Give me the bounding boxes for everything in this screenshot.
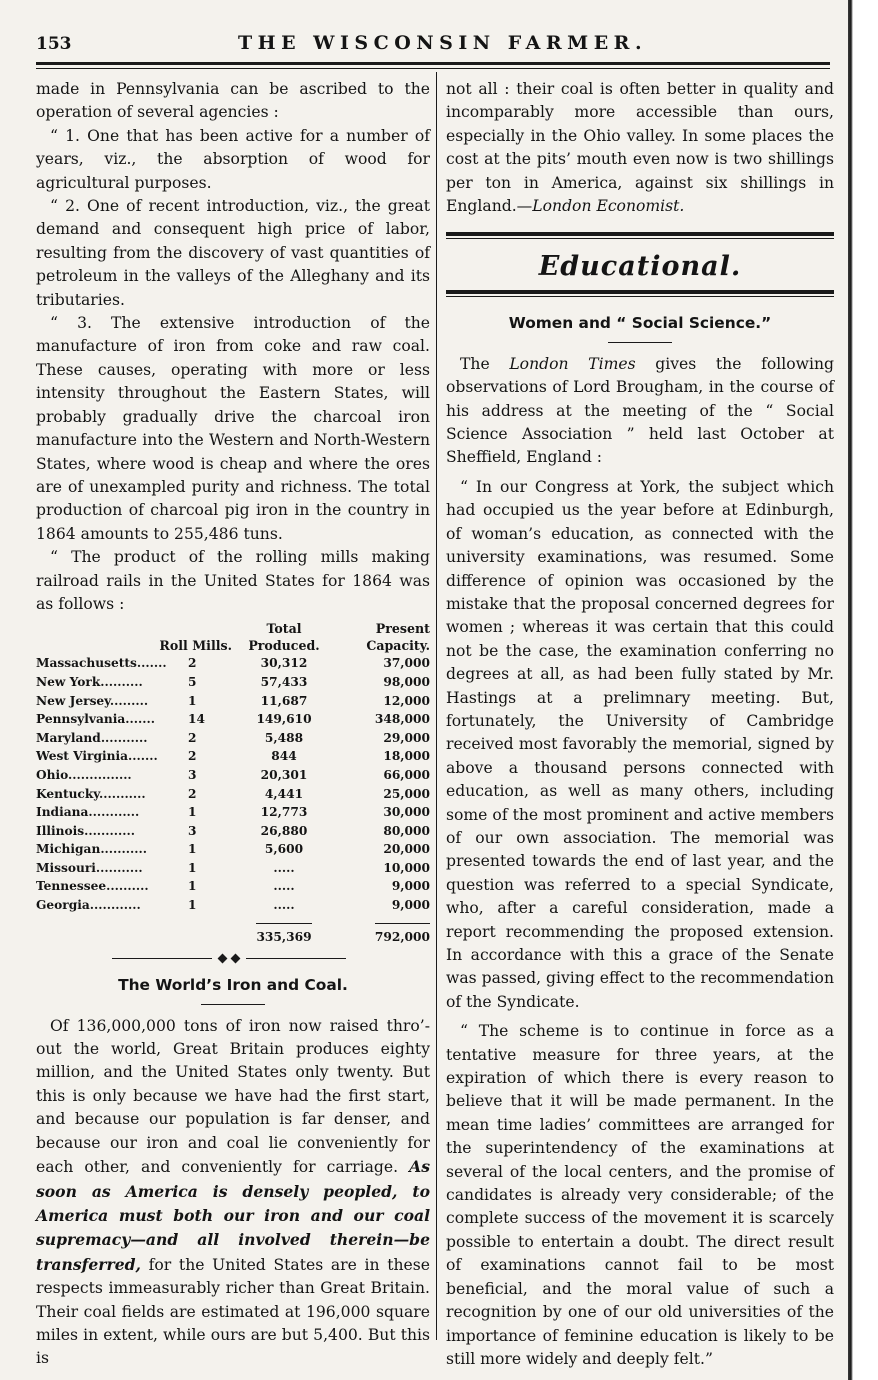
- text-run: for the United States are in these respects immeasurably richer than Great Britain. Their coal fields are estimated at 196,000 square miles in extent, while ours are but 5,400. But this is: [36, 1255, 430, 1368]
- header-rule-thin: [36, 68, 830, 69]
- cell-mills: 1: [188, 805, 197, 820]
- table-row: [36, 896, 430, 915]
- cell-capacity: 66,000: [383, 767, 430, 782]
- table-row: [36, 729, 430, 748]
- ornament-line-right: [246, 958, 346, 959]
- department-rule-bottom: [446, 290, 834, 298]
- table-row: [36, 673, 430, 692]
- table-row: [36, 859, 430, 878]
- cell-mills: 1: [188, 842, 197, 857]
- table-row: [36, 877, 430, 896]
- ornament-diamond-icon: [218, 954, 228, 964]
- cell-mills: 3: [188, 823, 197, 838]
- column-divider: [436, 72, 437, 1340]
- table-row: [36, 766, 430, 785]
- header-capacity-bottom: Capacity.: [366, 638, 430, 654]
- newspaper-name: London Times: [509, 354, 636, 373]
- journal-title: THE WISCONSIN FARMER.: [238, 32, 648, 54]
- cell-state: Kentucky...........: [36, 786, 146, 801]
- text-run: gives the following observations of Lord Brougham, in the course of his address at the meeting of the “ Social Science Association ” held last October at Sheffield, England :: [446, 354, 834, 467]
- source-citation: London Economist.: [532, 197, 685, 216]
- cell-state: Michigan...........: [36, 842, 147, 857]
- paragraph-iron: [36, 1015, 430, 1371]
- cell-total-produced: 335,369: [232, 915, 336, 947]
- cell-produced: .....: [273, 898, 295, 913]
- cell-state: Maryland...........: [36, 730, 148, 745]
- table-row: [36, 710, 430, 729]
- cell-capacity: 10,000: [383, 860, 430, 875]
- cell-state: New Jersey.........: [36, 693, 149, 708]
- title-underline: [608, 342, 672, 343]
- cell-state: Ohio...............: [36, 767, 132, 782]
- cell-produced: 5,600: [264, 842, 304, 857]
- paragraph: “ 1. One that has been active for a number of years, viz., the absorption of wood for agricultural purposes.: [36, 126, 430, 192]
- table-header-row-bottom: [36, 637, 430, 654]
- cell-produced: 57,433: [260, 674, 308, 689]
- cell-capacity: 18,000: [383, 749, 430, 764]
- cell-state: Georgia............: [36, 898, 141, 913]
- department-title: Educational.: [538, 251, 742, 283]
- italic-emphasis: As soon as America is densely peopled, to America must both our iron and our coal supremacy—and all involved therein—be transferred,: [36, 1157, 430, 1274]
- rail-production-table: [36, 620, 430, 946]
- header-state: [36, 620, 188, 637]
- cell-mills: 1: [188, 879, 197, 894]
- header-roll-mills: Roll Mills.: [159, 638, 232, 654]
- cell-capacity: 30,000: [383, 805, 430, 820]
- table-row: [36, 692, 430, 711]
- cell-capacity: 348,000: [374, 712, 430, 727]
- section-ornament: [36, 946, 430, 972]
- cell-mills: 5: [188, 674, 197, 689]
- cell-produced: 4,441: [264, 786, 304, 801]
- cell-mills: 1: [188, 693, 197, 708]
- right-column: [446, 78, 834, 1371]
- paragraph-continued: [446, 78, 834, 218]
- cell-capacity: 9,000: [391, 879, 430, 894]
- cell-mills: 1: [188, 860, 197, 875]
- header-produced-top: Total: [266, 621, 302, 637]
- cell-capacity: 20,000: [383, 842, 430, 857]
- cell-state: New York..........: [36, 674, 143, 689]
- text-run: The: [460, 354, 510, 373]
- cell-produced: 11,687: [260, 693, 308, 708]
- cell-state: Massachusetts.......: [36, 656, 167, 671]
- cell-total-capacity: 792,000: [336, 915, 430, 947]
- cell-mills: 2: [188, 749, 197, 764]
- cell-produced: 30,312: [260, 656, 308, 671]
- cell-mills: 1: [188, 898, 197, 913]
- cell-produced: .....: [273, 879, 295, 894]
- left-column: [36, 78, 430, 1371]
- cell-capacity: 29,000: [383, 730, 430, 745]
- paragraph: “ 3. The extensive introduction of the manufacture of iron from coke and raw coal. These causes, operating with more or less intensity throughout the Eastern States, will probably gradually drive the charcoal iron manufacture into the Western and North-Western States, where wood is cheap and where the ores are of unexampled purity and richness. The total production of charcoal pig iron in the country in 1864 amounts to 255,486 tuns.: [36, 314, 430, 543]
- paragraph: “ In our Congress at York, the subject which had occupied us the year before at Edinburgh, of woman’s education, as connected with the university examinations, was resumed. Some difference of opinion was occasioned by the mistake that the proposal concerned degrees for women ; whereas it was certain that this could not be the case, the examination conferring no degrees at all, as had been fully stated by Mr. Hastings at a prelimnary meeting. But, fortunately, the University of Cambridge received most favorably the memorial, signed by above a thousand persons connected with education, as well as many others, including some of the most prominent and active members of our own association. The memorial was presented towards the end of last year, and the question was referred to a special Syndicate, who, after a careful consideration, made a report recommending the proposed extension. In accordance with this a grace of the Senate was passed, giving effect to the recommendation of the Syndicate.: [446, 477, 834, 1011]
- department-rule-top: [446, 232, 834, 240]
- header-capacity-top: Present: [375, 621, 430, 637]
- cell-mills: 3: [188, 767, 197, 782]
- title-underline: [201, 1004, 265, 1005]
- article-title-iron: The World’s Iron and Coal.: [118, 976, 348, 995]
- ornament-line-left: [112, 958, 212, 959]
- cell-capacity: 37,000: [383, 656, 430, 671]
- table-total-row: [36, 915, 430, 947]
- cell-produced: 5,488: [264, 730, 304, 745]
- cell-produced: 26,880: [260, 823, 308, 838]
- cell-produced: 20,301: [260, 767, 308, 782]
- table-header-row-top: [36, 620, 430, 637]
- cell-capacity: 80,000: [383, 823, 430, 838]
- cell-state: Pennsylvania.......: [36, 712, 155, 727]
- table-row: [36, 840, 430, 859]
- cell-produced: 844: [271, 749, 297, 764]
- cell-capacity: 98,000: [383, 674, 430, 689]
- cell-state: West Virginia.......: [36, 749, 158, 764]
- page-number: 153: [36, 34, 72, 54]
- paragraph: “ The scheme is to continue in force as a tentative measure for three years, at the expiration of which there is every reason to believe that it will be made permanent. In the mean time ladies’ committees are arranged for the superintendency of the examinations at several of the local centers, and the promise of candidates is already very considerable; of the complete success of the movement it is scarcely possible to entertain a doubt. The direct result of examinations cannot fail to be most beneficial, and the moral value of such a recognition by one of our old universities of the importance of feminine education is likely to be still more widely and deeply felt.”: [446, 1022, 834, 1368]
- paragraph: made in Pennsylvania can be ascribed to the operation of several agencies :: [36, 80, 430, 122]
- cell-mills: 2: [188, 730, 197, 745]
- cell-produced: .....: [273, 860, 295, 875]
- table-row: [36, 654, 430, 673]
- cell-capacity: 25,000: [383, 786, 430, 801]
- cell-mills: 2: [188, 786, 197, 801]
- article-title-women: Women and “ Social Science.”: [508, 314, 772, 333]
- running-head: [36, 32, 830, 58]
- cell-state: Missouri...........: [36, 860, 143, 875]
- table-row: [36, 822, 430, 841]
- header-rule-thick: [36, 62, 830, 65]
- cell-state: Indiana............: [36, 805, 140, 820]
- cell-mills: 2: [188, 656, 197, 671]
- cell-capacity: 12,000: [383, 693, 430, 708]
- table-row: [36, 747, 430, 766]
- page-edge: [848, 0, 878, 1380]
- cell-state: Tennessee..........: [36, 879, 149, 894]
- table-body: [36, 654, 430, 946]
- cell-blank: [188, 915, 232, 947]
- paragraph: [446, 353, 834, 470]
- table-row: [36, 803, 430, 822]
- cell-mills: 14: [188, 712, 205, 727]
- cell-produced: 149,610: [256, 712, 312, 727]
- cell-produced: 12,773: [260, 805, 308, 820]
- text-run: Of 136,000,000 tons of iron now raised thro’-out the world, Great Britain produces eighty million, and the United States only twenty. But this is only because we have had the first start, and because our population is far denser, and because our iron and coal lie conveniently for each other, and conveniently for carriage.: [36, 1016, 430, 1177]
- header-blank: [188, 620, 232, 637]
- text-run: not all : their coal is often better in quality and incomparably more accessible than ours, especially in the Ohio valley. In some places the cost at the pits’ mouth even now is two shillings per ton in America, against six shillings in England.—: [446, 80, 834, 216]
- ornament-diamond-icon: [231, 954, 241, 964]
- cell-capacity: 9,000: [391, 898, 430, 913]
- paragraph: “ The product of the rolling mills making railroad rails in the United States for 1864 was as follows :: [36, 548, 430, 613]
- table-row: [36, 785, 430, 804]
- header-produced-bottom: Produced.: [248, 638, 320, 654]
- paragraph: “ 2. One of recent introduction, viz., the great demand and consequent high price of labor, resulting from the discovery of vast quantities of petroleum in the valleys of the Alleghany and its tributaries.: [36, 197, 430, 309]
- cell-state: Illinois............: [36, 823, 135, 838]
- cell-blank: [36, 915, 188, 947]
